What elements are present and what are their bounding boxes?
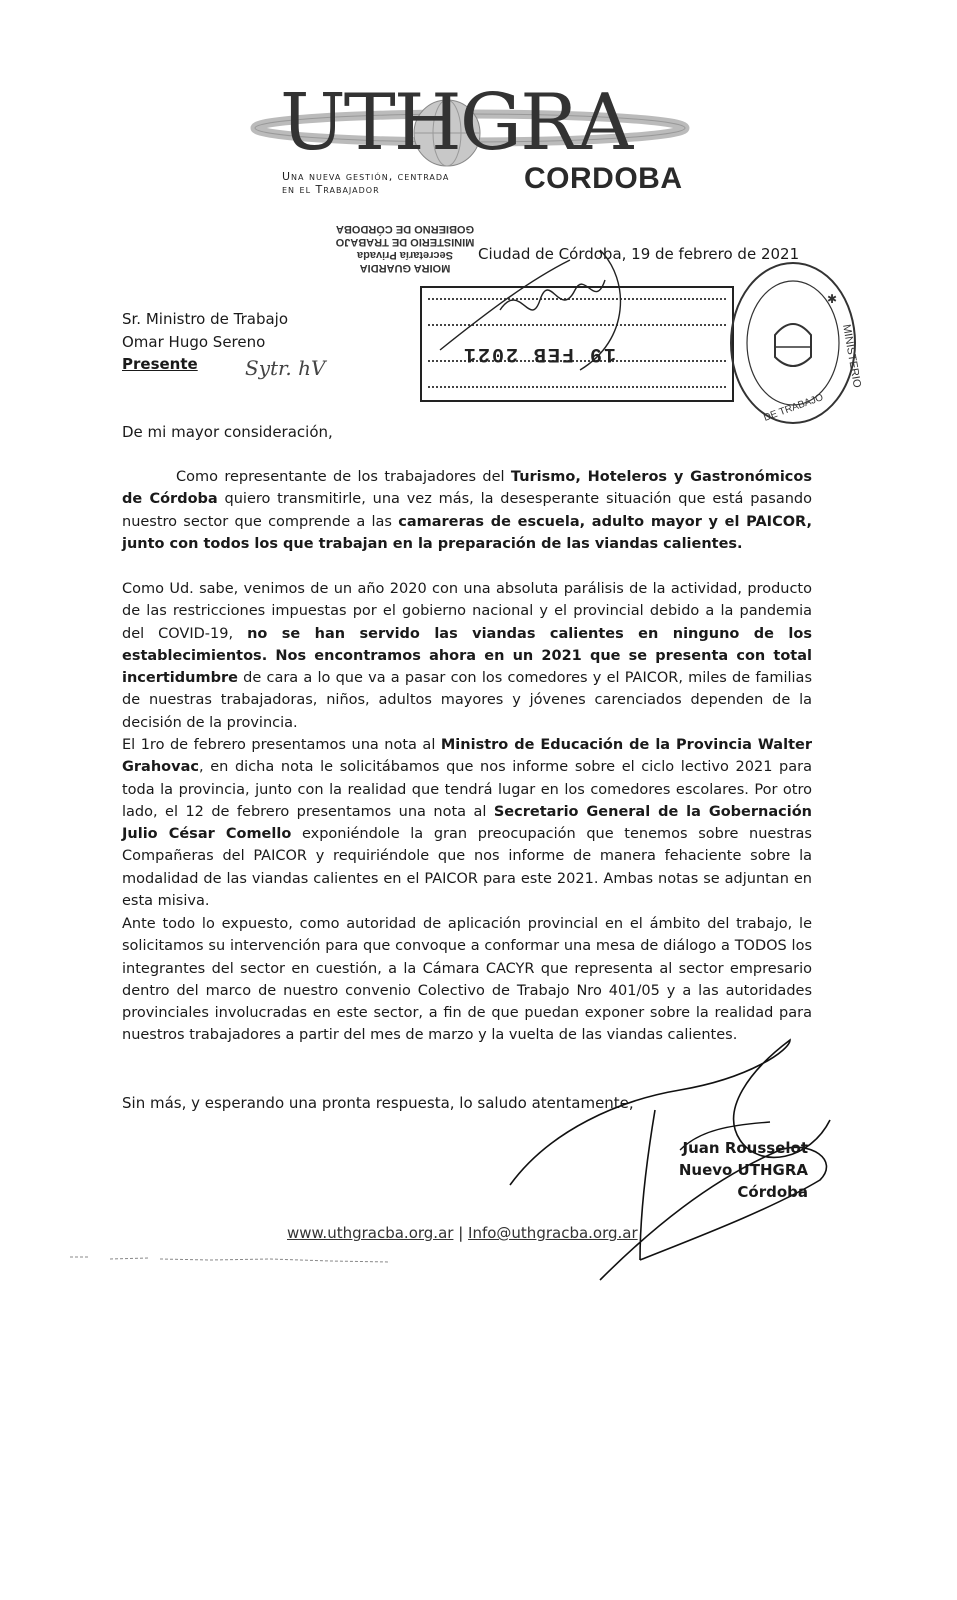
recipient-title: Sr. Ministro de Trabajo — [122, 310, 289, 328]
website-link[interactable]: www.uthgracba.org.ar — [287, 1224, 454, 1242]
p2-run-2: de cara a lo que va a pasar con los comedores y el PAICOR, miles de familias de nuestras trabajadoras, niños, adultos mayores y jóvenes carenciados dependen de la decisión de la provincia. — [122, 670, 812, 731]
signer-name: Juan Rousselot — [682, 1139, 808, 1157]
svg-text:✱: ✱ — [827, 292, 838, 306]
paragraph-4 — [122, 913, 812, 1047]
mirrored-stamp-line-4: GOBIERNO DE CÓRDOBA — [335, 223, 475, 235]
p1-run-0: Como representante de los trabajadores del — [176, 469, 511, 485]
p3-run-4: exponiéndole la gran preocupación que tenemos sobre nuestras Compañeras del PAICOR y requiriéndole que nos informe de manera fehaciente sobre la modalidad de las viandas calientes en el PAICOR para este 2021. Ambas notas se adjuntan en esta misiva. — [122, 826, 812, 910]
ministry-seal — [725, 255, 864, 435]
p3-run-3: Secretario General de la Gobernación Julio César Comello — [122, 803, 813, 843]
signer-org: Nuevo UTHGRA Córdoba — [678, 1161, 808, 1201]
email-link[interactable]: Info@uthgracba.org.ar — [468, 1224, 638, 1242]
tagline-line-2: en el Trabajador — [282, 183, 380, 196]
stamp-received-date: 19 FEB 2021 — [462, 342, 617, 365]
p2-run-0: Como Ud. sabe, venimos de un año 2020 con una absoluta parálisis de la actividad, producto de las restricciones impuestas por el gobierno nacional y el provincial debido a la pandemia del COVID-19, — [122, 581, 812, 642]
p1-run-3: camareras de escuela, adulto mayor y el PAICOR, junto con todos los que trabajan en la preparación de las viandas calientes. — [122, 513, 812, 552]
recipient-name: Omar Hugo Sereno — [122, 332, 266, 351]
place-date: Ciudad de Córdoba, 19 de febrero de 2021 — [478, 245, 800, 263]
scan-artifact-line — [70, 1253, 400, 1265]
mirrored-stamp-line-2: Secretaría Privada — [357, 249, 454, 261]
tagline-line-1: Una nueva gestión, centrada — [282, 170, 450, 183]
mirrored-stamp-line-3: MINISTERIO DE TRABAJO — [335, 236, 475, 248]
svg-text:DE TRABAJO: DE TRABAJO — [762, 392, 825, 424]
logo-tagline — [282, 170, 512, 196]
p3-run-2: , en dicha nota le solicitábamos que nos informe sobre el ciclo lectivo 2021 para toda la provincia, junto con la realidad que tendrá lugar en los comedores escolares. Por otro lado, el 12 de febrero presentamos una nota al — [122, 759, 812, 820]
paragraph-1 — [122, 466, 812, 555]
stamp-signature-scribble — [430, 240, 660, 390]
p3-run-1: Ministro de Educación de la Provincia Walter Grahovac — [122, 737, 812, 776]
p3-run-0: El 1ro de febrero presentamos una nota al — [122, 737, 441, 753]
svg-text:MINISTERIO: MINISTERIO — [840, 323, 864, 389]
signer-block — [610, 1137, 808, 1203]
footer-separator: | — [453, 1224, 469, 1242]
p2-run-1: no se han servido las viandas calientes en ninguno de los establecimientos. Nos encontramos ahora en un 2021 que se presenta con total incertidumbre — [122, 625, 812, 687]
recipient-presente: Presente — [122, 355, 198, 373]
paragraph-3 — [122, 734, 812, 912]
greeting: De mi mayor consideración, — [122, 423, 333, 441]
handwritten-note: Sytr. hV — [245, 356, 326, 380]
closing-line: Sin más, y esperando una pronta respuesta, lo saludo atentamente, — [122, 1094, 634, 1112]
logo-wordmark: UTHGRA — [280, 78, 632, 168]
p1-run-1: Turismo, Hoteleros y Gastronómicos de Córdoba — [122, 469, 812, 508]
paragraph-2 — [122, 578, 812, 734]
footer-contacts — [287, 1222, 638, 1244]
p4-run-0: Ante todo lo expuesto, como autoridad de aplicación provincial en el ámbito del trabajo, le solicitamos su intervención para que convoque a conformar una mesa de diálogo a TODOS los integrantes del sector en cuestión, a la Cámara CACYR que representa al sector empresario dentro del marco de nuestro convenio Colectivo de Trabajo Nro 401/05 y a las autoridades provinciales involucradas en este sector, a fin de que puedan exponer sobre la realidad para nuestros trabajadores a partir del mes de marzo y la vuelta de las viandas calientes. — [122, 916, 812, 1044]
p1-run-2: quiero transmitirle, una vez más, la desesperante situación que está pasando nuestro sector que comprende a las — [122, 491, 812, 530]
logo-city: CORDOBA — [524, 162, 683, 195]
mirrored-stamp-line-1: MOIRA GUARDIA — [359, 262, 451, 274]
